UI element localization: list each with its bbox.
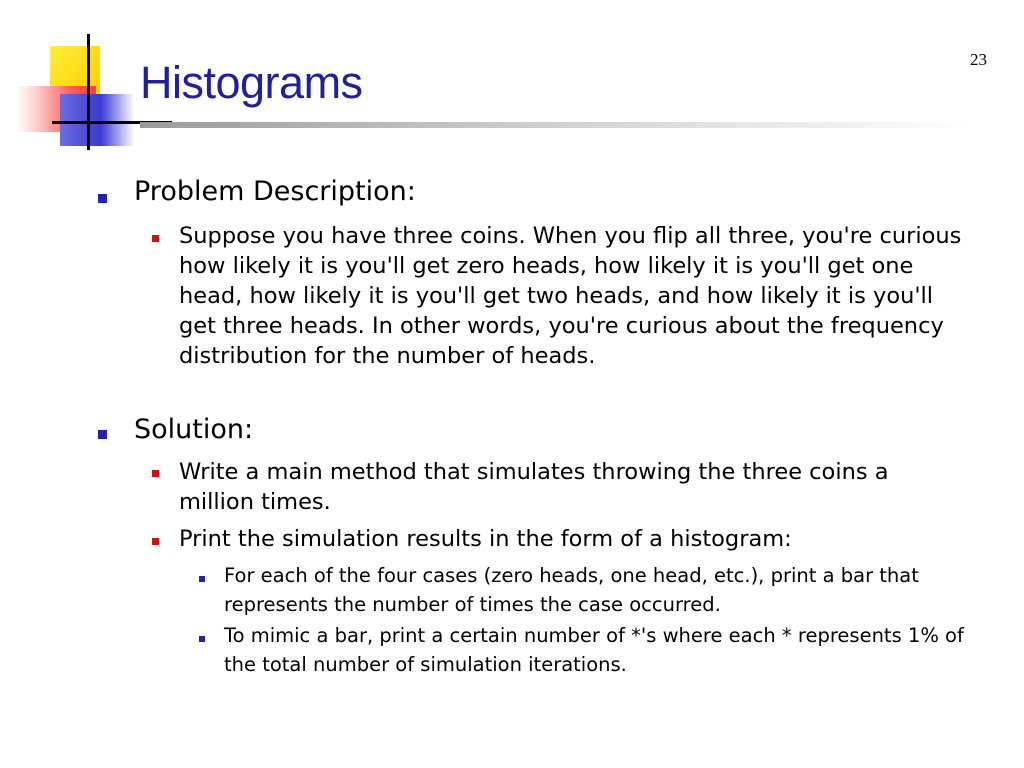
bullet-marker	[98, 194, 107, 203]
bullet-marker	[152, 538, 159, 545]
bullet-marker	[152, 470, 159, 477]
bullet-marker	[199, 576, 205, 582]
logo-vertical-line	[87, 34, 90, 150]
page-number: 23	[970, 50, 987, 69]
bullet-problem-text: Suppose you have three coins. When you flip all three, you're curious how likely it is you'll get zero heads, how likely it is you'll get one head, how likely it is you'll get two heads, and how likely it is you'll get three heads. In other words, you're curious about the frequency distribution for the number of heads.	[179, 223, 962, 369]
bullet-mimic-bar: To mimic a bar, print a certain number of *'s where each * represents 1% of the total number of simulation iterations.	[224, 624, 964, 676]
bullet-print-histogram: Print the simulation results in the form of a histogram:	[179, 526, 792, 552]
bullet-marker	[152, 235, 159, 242]
title-underline	[140, 122, 970, 128]
bullet-simulate-text: Write a main method that simulates throwing the three coins a million times.	[179, 459, 889, 515]
bullet-solution: Solution:	[134, 414, 254, 445]
bullet-four-cases: For each of the four cases (zero heads, one head, etc.), print a bar that represents the number of times the case occurred.	[224, 564, 919, 616]
slide-logo	[0, 0, 150, 160]
bullet-marker	[98, 430, 107, 439]
slide-title: Histograms	[140, 57, 363, 108]
logo-blue-square	[60, 94, 134, 146]
bullet-problem-description: Problem Description:	[134, 176, 416, 207]
bullet-marker	[199, 636, 205, 642]
